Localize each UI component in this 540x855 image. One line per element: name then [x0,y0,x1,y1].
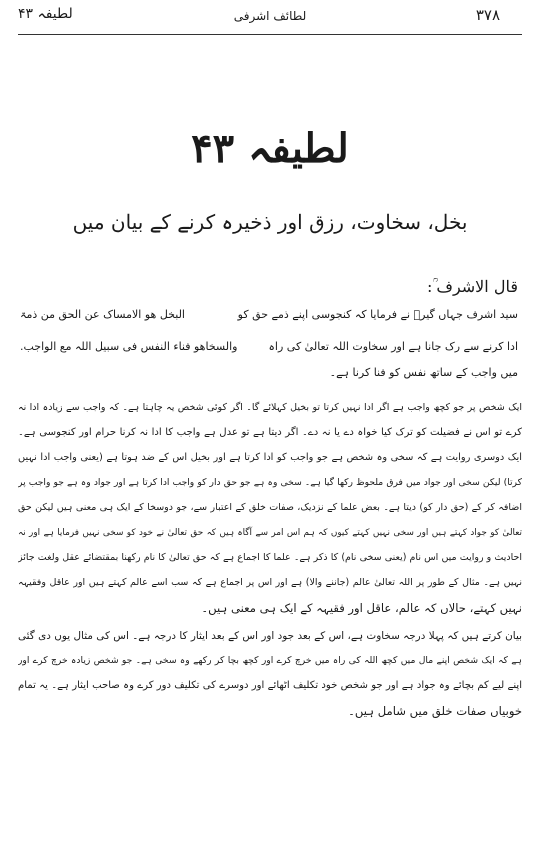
speaker-heading: قال الاشرف ؒ: [426,277,518,296]
arabic-quote-line-2: والسخاھو فناء النفس فی سبیل اللہ مع الواجب. [20,340,238,353]
paragraph-line: احادیث و روایت میں اس نام (یعنی سخی نام) کا ذکر ہے۔ علما کا اجماع ہے کہ حق تعالیٰ کا نام رکھنا بمقتضائے عقل ولغت جائز [18,552,522,563]
page-number: ۳۷۸ [475,6,500,24]
paragraph-line: کرے تو اس نے فضیلت کو ترک کیا خواہ دے یا نہ دے۔ اگر دیتا ہے تو عدل ہے واجب کا ادا نہ کرنا حرام اور کنجوسی ہے۔ [18,427,522,438]
paragraph-line: نہیں ہے۔ مثال کے طور پر اللہ تعالیٰ عالم (جاننے والا) ہے اور اس پر اجماع ہے کہ سب اسے عالم کہتے ہیں اور عاقل وفقیہہ [18,577,522,588]
header-lateefa-label: لطیفہ ۴۳ [18,6,73,22]
paragraph-line: کرتا) لیکن سخی اور جواد میں فرق ملحوظ رکھا گیا ہے۔ سخی وہ ہے جو حق دار کو واجب ادا کرتا ہے اور جواد وہ ہے جو واجب پر [18,477,522,488]
chapter-subtitle: بخل، سخاوت، رزق اور ذخیرہ کرنے کے بیان میں [72,210,468,234]
header-divider [18,34,522,35]
header-book-title: لطائف اشرفی [233,9,307,23]
paragraph-line: نہیں کہتے، حالاں کہ عالم، عاقل اور فقیہہ کے ایک ہی معنی ہیں۔ [201,601,522,615]
paragraph-line: خوبیاں صفات خلق میں شامل ہیں۔ [348,704,522,718]
paragraph-line: تعالیٰ کو جواد کہتے ہیں اور سخی نہیں کہتے کیوں کہ ہم اس امر سے آگاہ ہیں کہ حق تعالیٰ نے خود کو سخی نہیں فرمایا ہے اور نہ [18,528,522,538]
paragraph-line: ہے کہ ایک شخص اپنے مال میں کچھ اللہ کی راہ میں خرچ کرے اور کچھ بچا کر رکھے وہ سخی ہے۔ جو شخص زیادہ خرچ کرے اور [18,655,522,666]
arabic-quote-line-1: البخل ھو الامساک عن الحق من ذمۃ [20,308,185,321]
urdu-quote-line-2: ادا کرنے سے رک جانا ہے اور سخاوت اللہ تعالیٰ کی راہ [268,340,518,353]
paragraph-line: اپنے لیے کم بچائے وہ جواد ہے اور جو شخص خود تکلیف اٹھائے اور دوسرے کی تکلیف دور کرے وہ صاحب ایثار ہے۔ یہ تمام [18,680,522,691]
paragraph-line: ایک دوسری روایت ہے کہ سخی وہ شخص ہے جو واجب کو ادا کرتا ہے اور بخیل اس کے ضد ہوتا ہے (یعنی واجب ادا نہیں [18,452,522,463]
paragraph-line: ایک شخص پر جو کچھ واجب ہے اگر ادا نہیں کرتا تو بخیل کہلائے گا۔ اگر کوئی شخص یہ چاہتا ہے۔ کہ واجب سے زیادہ ادا نہ [18,402,522,413]
body-text [18,396,522,816]
urdu-quote-line-1: سید اشرف جہاں گیرؒ نے فرمایا کہ کنجوسی اپنے ذمے حق کو [237,308,518,321]
paragraph-line: اضافہ کر کے (حق دار کو) دیتا ہے۔ بعض علما کے نزدیک، صفات خلق کے اعتبار سے، جو دوسخا کے ایک ہی معنی ہیں لیکن حق [18,502,522,513]
urdu-quote-line-3: میں واجب کے ساتھ نفس کو فنا کرنا ہے۔ [329,366,518,379]
chapter-title: لطیفہ ۴۳ [191,125,349,172]
paragraph-line: بیان کرتے ہیں کہ پہلا درجہ سخاوت ہے، اس کے بعد جود اور اس کے بعد ایثار کا درجہ ہے۔ اس کی مثال یوں دی گئی [18,630,522,642]
